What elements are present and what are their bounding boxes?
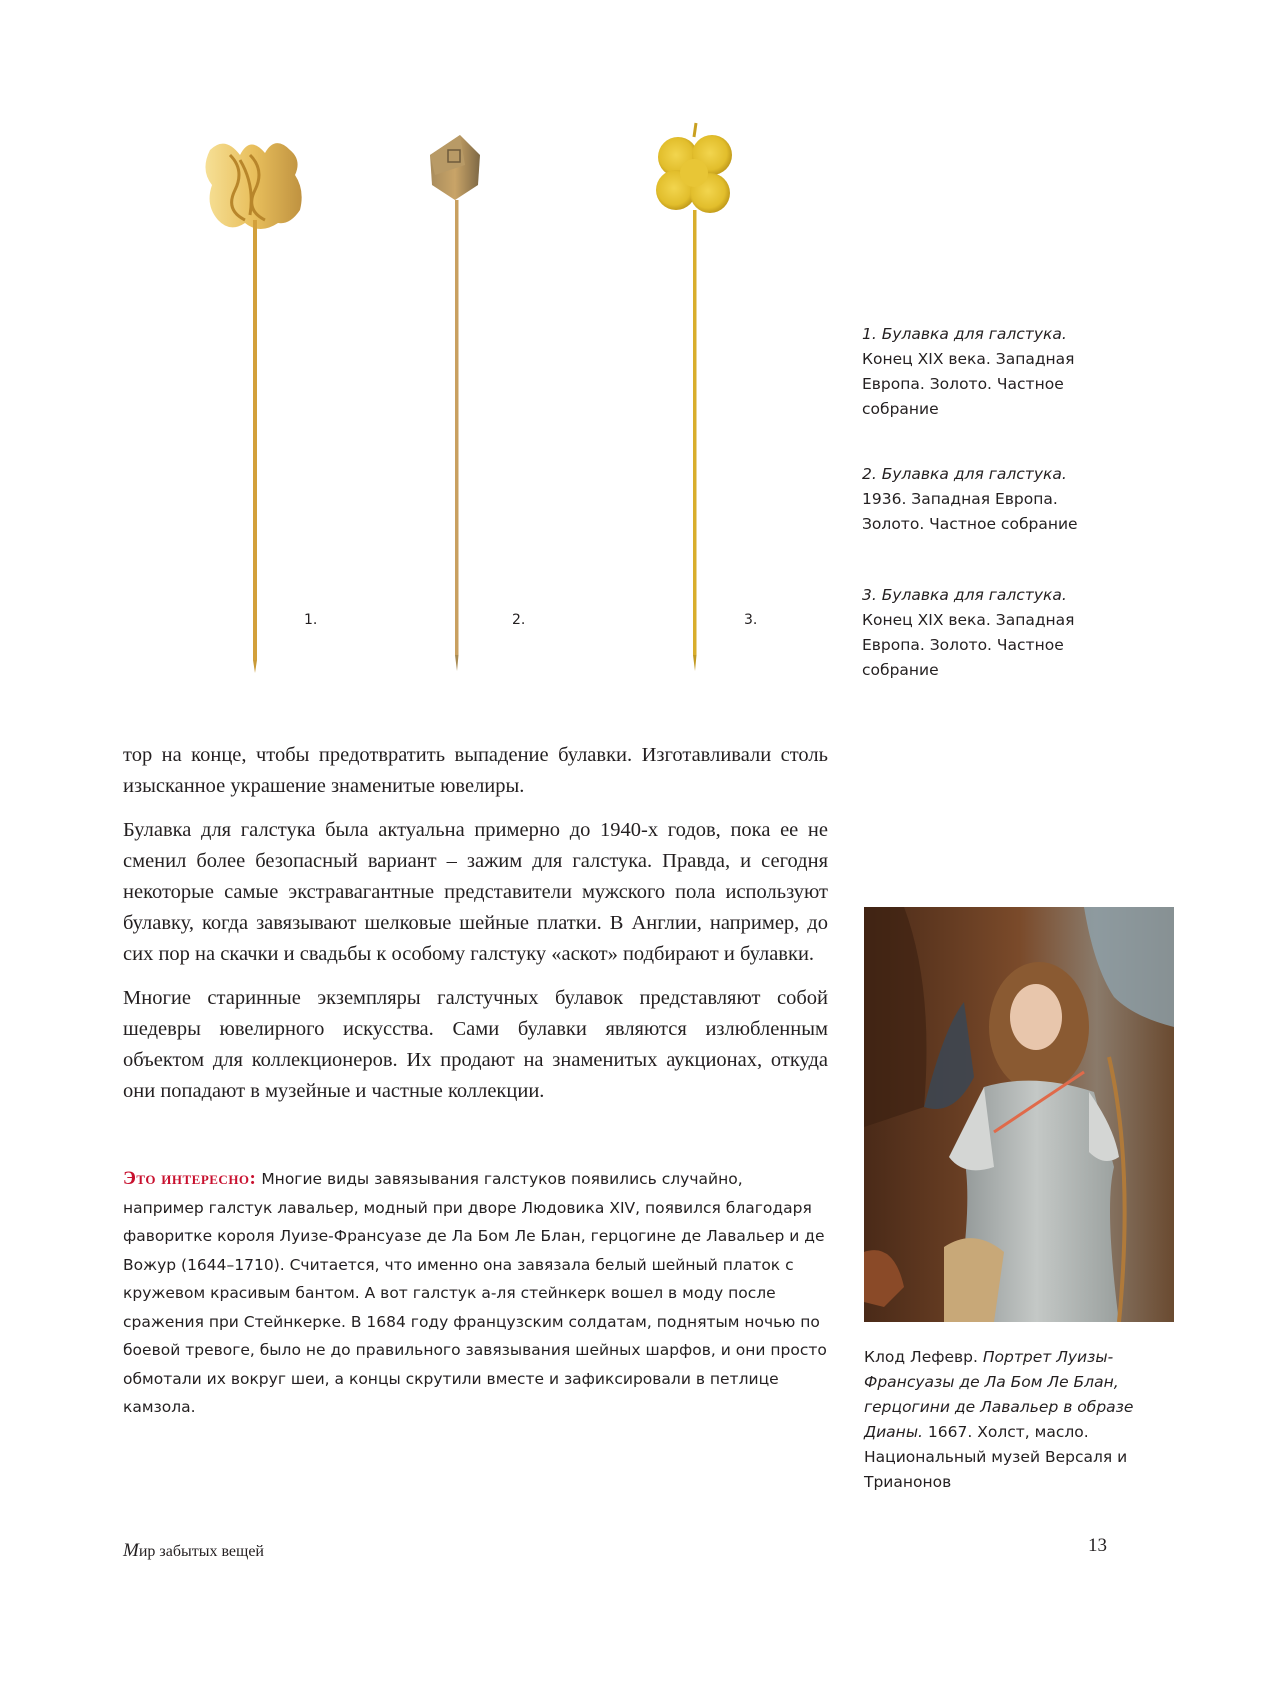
pin-2-number: 2. [512,612,526,628]
pin-1-caption [862,322,1092,422]
portrait-painting-image [864,907,1174,1322]
portrait-caption [864,1345,1184,1495]
body-paragraph: Многие старинные экземпляры галстучных булавок представляют собой шедевры ювелирного искусства. Сами булавки являются излюбленным объектом для коллекционеров. Их продают на знаменитых аукционах, откуда они попадают в музейные и частные коллекции. [123,987,828,1102]
clover-tie-pin-image [640,115,750,675]
interesting-fact-note [123,1165,828,1422]
article-body [123,740,828,1120]
interesting-fact-label: Это интересно: [123,1168,257,1189]
page-number: 13 [1088,1535,1107,1556]
body-paragraph: Булавка для галстука была актуальна примерно до 1940-х годов, пока ее не сменил более безопасный вариант – зажим для галстука. Правда, и сегодня некоторые самые экстравагантные представители мужского пола используют булавку, когда завязывают шелковые шейные платки. В Англии, например, до сих пор на скачки и свадьбы к особому галстуку «аскот» подбирают и булавки. [123,819,828,965]
pin-3-caption [862,583,1092,683]
portrait-details: 1667. Холст, масло. Национальный музей Версаля и Трианонов [864,1423,1128,1491]
interesting-fact-text: Многие виды завязывания галстуков появились случайно, например галстук лавальер, модный при дворе Людовика XIV, появился благодаря фаворитке короля Луизе-Франсуазе де Ла Бом Ле Блан, герцогине де Лавальер и де Вожур (1644–1710). Считается, что именно она завязала белый шейный платок с кружевом красивым бантом. А вот галстук а-ля стейнкерк вошел в моду после сражения при Стейнкерке. В 1684 году французским солдатам, поднятым ночью по боевой тревоге, было не до правильного завязывания шейных шарфов, и они просто обмотали их вокруг шеи, а концы скрутили вместе и зафиксировали в петлице камзола. [123,1170,827,1416]
caption-title: 1. Булавка для галстука. [862,325,1067,343]
portrait-author: Клод Лефевр. [864,1348,978,1366]
book-title-rest: ир забытых вещей [138,1543,264,1560]
pin-2-caption [862,462,1092,537]
caption-text: Конец XIX века. Западная Европа. Золото. Частное собрание [862,611,1075,679]
caption-title: 3. Булавка для галстука. [862,586,1067,604]
pin-3-number: 3. [744,612,758,628]
caption-text: Конец XIX века. Западная Европа. Золото. Частное собрание [862,350,1075,418]
caption-title: 2. Булавка для галстука. [862,465,1067,483]
running-footer-book-title [123,1540,264,1562]
caption-text: 1936. Западная Европа. Золото. Частное собрание [862,490,1078,533]
body-paragraph: тор на конце, чтобы предотвратить выпадение булавки. Изготавливали столь изысканное украшение знаменитые ювелиры. [123,744,828,797]
pins-figure [170,100,810,690]
pin-1-number: 1. [304,612,318,628]
monogram-tie-pin-image [190,115,330,675]
portrait-title: Портрет Луизы-Франсуазы де Ла Бом Ле Блан, герцогини де Лавальер в образе Дианы. [864,1348,1134,1441]
book-title-initial: М [123,1540,139,1561]
cube-tie-pin-image [410,115,500,675]
